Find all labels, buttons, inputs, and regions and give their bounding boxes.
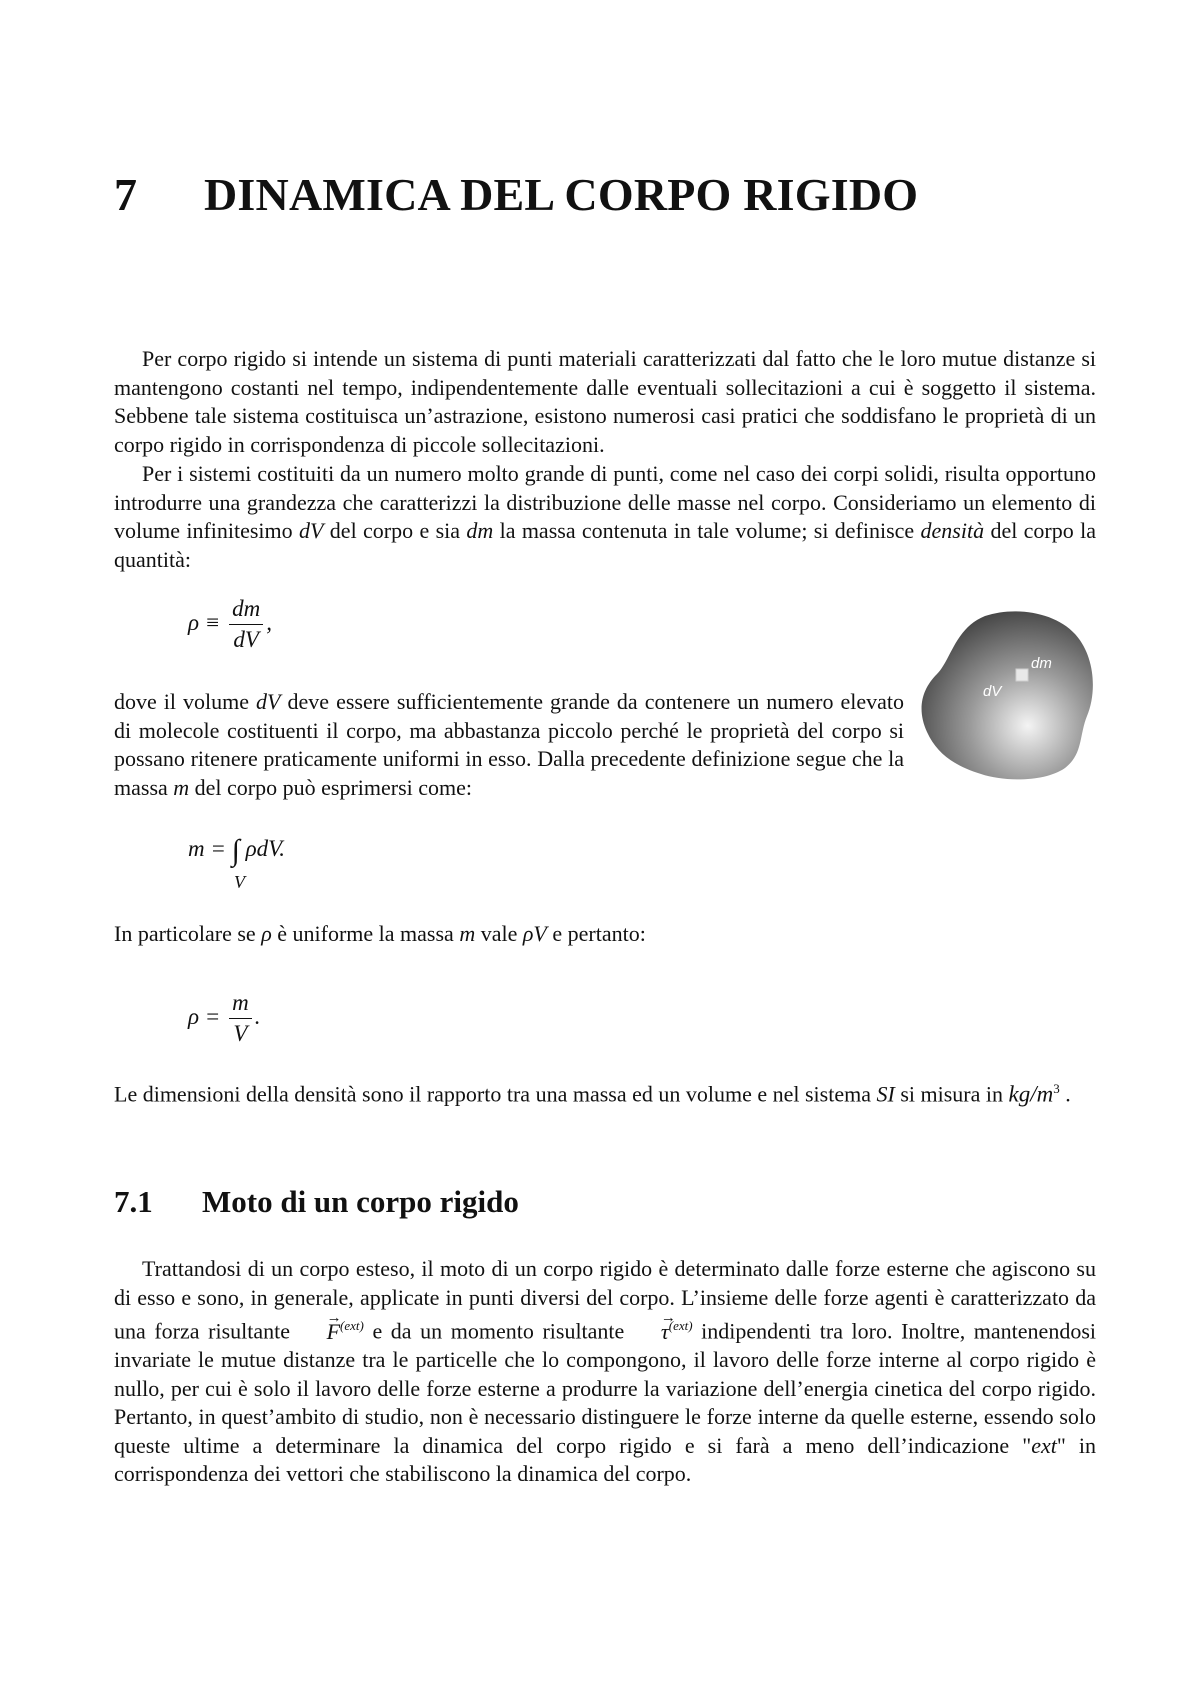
paragraph-uniform-density	[114, 920, 1096, 949]
paragraph-volume-element	[114, 688, 904, 802]
p3-var-m: m	[173, 774, 190, 800]
eq2-body: ρdV	[245, 836, 280, 861]
p3-text-b: deve essere sufficientemente grande da contenere un numero elevato di molecole costituenti il corpo, ma abbastanza piccolo perché le proprietà del corpo si possano ritenere praticamente uniformi in esso. Dalla precedente definizione segue che la massa	[114, 689, 904, 800]
eq1-fraction	[229, 594, 263, 655]
p6-term-ext: ext	[1031, 1432, 1057, 1458]
eq2-integral: ∫	[231, 834, 240, 867]
eq2-tail: .	[279, 836, 285, 861]
eq1-numerator: dm	[232, 596, 261, 621]
p6-text-d: " in corrispondenza dei vettori che stabiliscono la dinamica del corpo.	[114, 1432, 1097, 1487]
p6-text-a: Trattandosi di un corpo esteso, il moto di un corpo rigido è determinato dalle forze esterne che agiscono su di esso e sono, in generale, applicate in punti diversi del corpo. L’insieme delle forze agenti è caratterizzato da una forza risultante	[114, 1256, 1096, 1344]
eq2-subscript: V	[234, 872, 245, 892]
p4-text-a: In particolare se	[114, 921, 262, 946]
eq1-tail: ,	[266, 609, 272, 635]
p5-text-c: .	[1059, 1081, 1071, 1107]
p6-text-c: indipendenti tra loro. Inoltre, mantenendosi invariate le mutue distanze tra le particelle che lo compongono, il lavoro delle forze interne al corpo rigido è nullo, per cui è solo il lavoro delle forze esterne a produrre la variazione dell’energia cinetica del corpo rigido. Pertanto, in quest’ambito di studio, non è necessario distinguere le forze interne da quelle esterne, essendo solo queste ultime a determinare la dinamica del corpo rigido e si farà a meno dell’indicazione "	[114, 1318, 1096, 1458]
p5-text-a: Le dimensioni della densità sono il rapporto tra una massa ed un volume e nel sistema	[114, 1081, 877, 1107]
p4-text-b: è uniforme la massa	[271, 921, 460, 946]
p4-var-rhoV: ρV	[522, 921, 547, 946]
paragraph-density-units	[114, 1075, 1096, 1109]
p2-var-dV: dV	[299, 518, 324, 544]
p6-vector-F: → F	[299, 1318, 340, 1347]
p5-text-b: si misura in	[894, 1081, 1009, 1107]
p2-text-b: del corpo e sia	[323, 518, 467, 544]
section-number: 7.1	[114, 1184, 153, 1219]
p3-text-c: del corpo può esprimersi come:	[189, 774, 473, 800]
section-title-text: Moto di un corpo rigido	[202, 1184, 519, 1219]
figure-label-dV: dV	[983, 683, 1002, 700]
paragraph-intro	[114, 345, 1096, 459]
paragraph-intro-text: Per corpo rigido si intende un sistema di punti materiali caratterizzati dal fatto che le loro mutue distanze si mantengono costanti nel tempo, indipendentemente dalle eventuali sollecitazioni a cui è soggetto il sistema. Sebbene tale sistema costituisca un’astrazione, esistono numerosi casi pratici che soddisfano le proprietà di un corpo rigido in corrispondenza di piccole sollecitazioni.	[114, 346, 1096, 457]
eq3-tail: .	[254, 1003, 261, 1029]
eq3-lhs: ρ =	[188, 1003, 221, 1029]
p2-var-dm: dm	[466, 518, 494, 544]
p3-text-a: dove il volume	[114, 689, 257, 714]
p6-vector-tau-superscript: (ext)	[668, 1318, 693, 1334]
eq3-denominator: V	[229, 1018, 252, 1049]
p4-text-c: vale	[475, 921, 523, 946]
figure-label-dm: dm	[1031, 655, 1052, 672]
chapter-number: 7	[114, 169, 138, 220]
rigid-body-blob-illustration	[915, 604, 1095, 784]
paragraph-rigid-body-motion	[114, 1255, 1096, 1489]
p3-var-dV: dV	[256, 689, 281, 714]
rigid-body-figure	[915, 604, 1095, 784]
p6-vector-F-superscript: (ext)	[340, 1318, 364, 1334]
eq3-numerator: m	[232, 990, 249, 1015]
p6-vector-tau: → τ	[633, 1318, 669, 1347]
chapter-title-text: DINAMICA DEL CORPO RIGIDO	[204, 169, 919, 220]
p2-text-c: la massa contenuta in tale volume; si definisce	[493, 518, 921, 544]
chapter-title	[114, 168, 1114, 221]
p5-term-si: SI	[876, 1081, 895, 1107]
p2-term-densita: densità	[920, 518, 985, 544]
eq1-lhs: ρ ≡	[188, 609, 221, 635]
section-title	[114, 1184, 1014, 1220]
paragraph-density-intro	[114, 460, 1096, 574]
p5-unit: kg/m	[1008, 1081, 1054, 1107]
p4-text-d: e pertanto:	[546, 921, 646, 946]
p6-text-b: e da un momento risultante	[363, 1318, 633, 1344]
p4-var-m: m	[459, 921, 476, 946]
p2-text-d: del corpo la quantità:	[114, 518, 1096, 572]
eq2-lhs: m =	[188, 836, 226, 861]
equation-uniform-density	[188, 988, 260, 1049]
p2-text-a: Per i sistemi costituiti da un numero molto grande di punti, come nel caso dei corpi solidi, risulta opportuno introdurre una grandezza che caratterizzi la distribuzione delle masse nel corpo. Consideriamo un elemento di volume infinitesimo	[114, 461, 1096, 544]
p5-unit-exponent: 3	[1053, 1081, 1060, 1096]
equation-density-definition	[188, 594, 272, 655]
equation-mass-integral	[188, 834, 285, 892]
eq3-fraction	[229, 988, 252, 1049]
p4-var-rho: ρ	[261, 921, 272, 946]
eq1-denominator: dV	[229, 624, 263, 655]
